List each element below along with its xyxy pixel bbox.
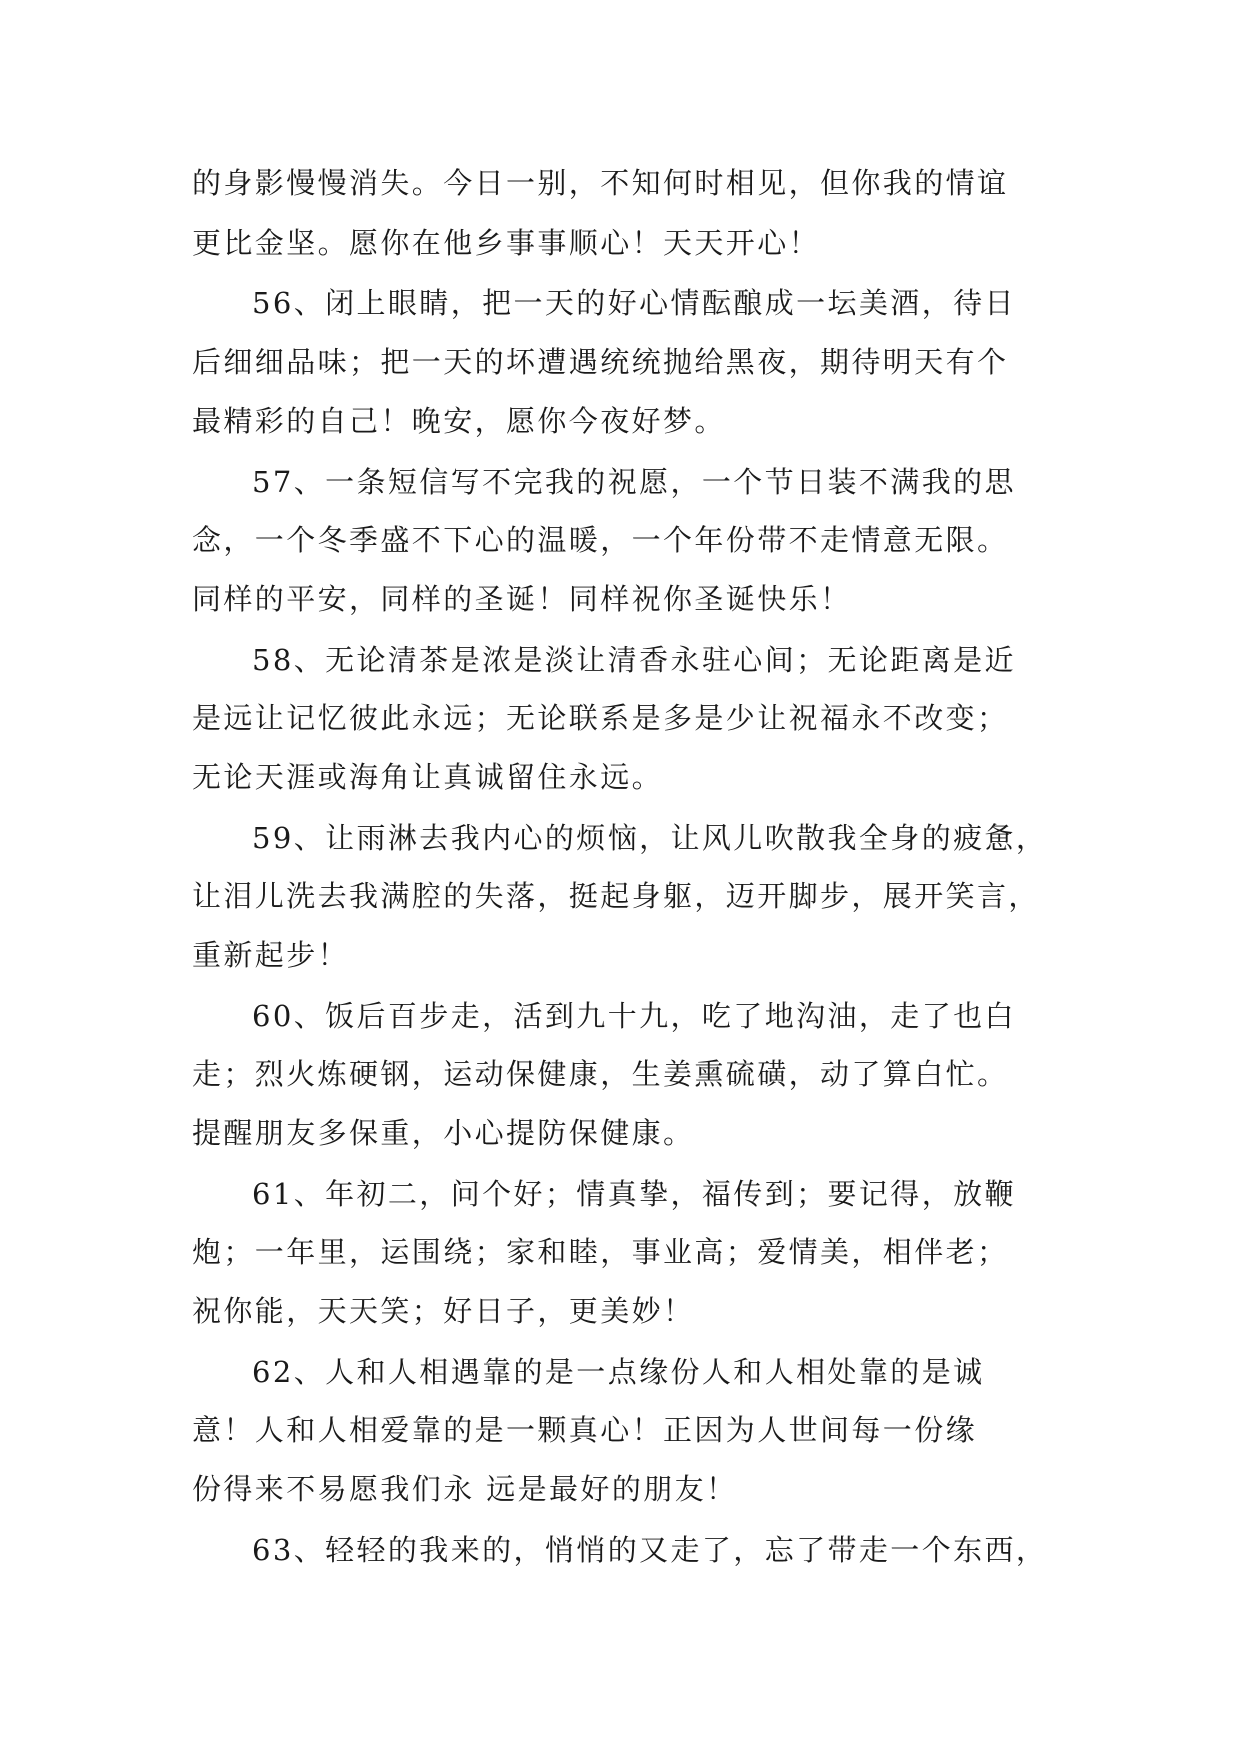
text-line: 提醒朋友多保重，小心提防保健康。 bbox=[192, 1116, 695, 1150]
paragraph-57-line: 57、一条短信写不完我的祝愿，一个节日装不满我的思 bbox=[252, 465, 1016, 499]
paragraph-63-line: 63、轻轻的我来的，悄悄的又走了，忘了带走一个东西， bbox=[252, 1533, 1048, 1567]
paragraph-61-line: 61、年初二，问个好；情真挚，福传到；要记得，放鞭 bbox=[252, 1177, 1016, 1211]
text-line: 祝你能，天天笑；好日子，更美妙！ bbox=[192, 1294, 695, 1328]
text-line: 让泪儿洗去我满腔的失落，挺起身躯，迈开脚步，展开笑言， bbox=[192, 879, 1040, 913]
text-line: 走；烈火炼硬钢，运动保健康，生姜熏硫磺，动了算白忙。 bbox=[192, 1057, 1009, 1091]
text-line: 最精彩的自己！晚安，愿你今夜好梦。 bbox=[192, 404, 726, 438]
text-line: 同样的平安，同样的圣诞！同样祝你圣诞快乐！ bbox=[192, 582, 852, 616]
paragraph-59-line: 59、让雨淋去我内心的烦恼，让风儿吹散我全身的疲惫， bbox=[252, 821, 1048, 855]
text-line: 后细细品味；把一天的坏遭遇统统抛给黑夜，期待明天有个 bbox=[192, 345, 1009, 379]
paragraph-62-line: 62、人和人相遇靠的是一点缘份人和人相处靠的是诚 bbox=[252, 1355, 985, 1389]
text-line: 意！人和人相爱靠的是一颗真心！正因为人世间每一份缘 bbox=[192, 1413, 978, 1447]
paragraph-56-line: 56、闭上眼睛，把一天的好心情酝酿成一坛美酒，待日 bbox=[252, 286, 1016, 320]
text-line: 是远让记忆彼此永远；无论联系是多是少让祝福永不改变； bbox=[192, 701, 1009, 735]
paragraph-60-line: 60、饭后百步走，活到九十九，吃了地沟油，走了也白 bbox=[252, 999, 1016, 1033]
text-line: 份得来不易愿我们永 远是最好的朋友！ bbox=[192, 1472, 738, 1506]
paragraph-58-line: 58、无论清茶是浓是淡让清香永驻心间；无论距离是近 bbox=[252, 643, 1016, 677]
text-line: 更比金坚。愿你在他乡事事顺心！天天开心！ bbox=[192, 226, 821, 260]
text-line: 无论天涯或海角让真诚留住永远。 bbox=[192, 760, 664, 794]
text-line: 的身影慢慢消失。今日一别，不知何时相见，但你我的情谊 bbox=[192, 166, 1009, 200]
text-line: 重新起步！ bbox=[192, 938, 350, 972]
text-line: 念，一个冬季盛不下心的温暖，一个年份带不走情意无限。 bbox=[192, 523, 1009, 557]
text-line: 炮；一年里，运围绕；家和睦，事业高；爱情美，相伴老； bbox=[192, 1235, 1009, 1269]
